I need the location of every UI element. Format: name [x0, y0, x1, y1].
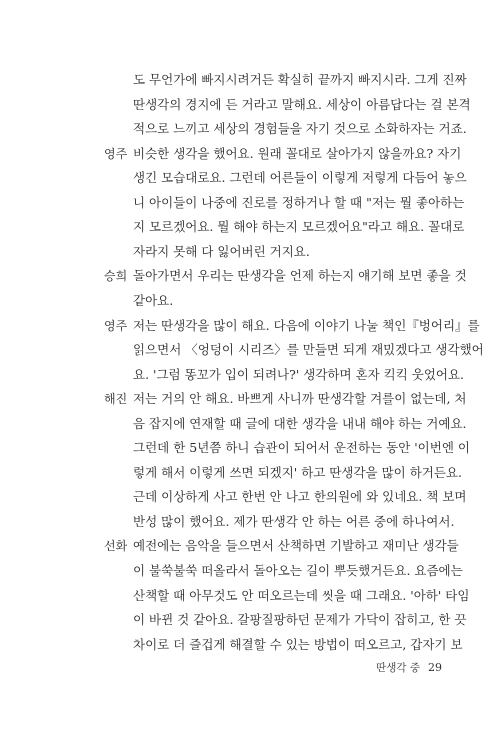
line-text: 적으로 느끼고 세상의 경험들을 자기 것으로 소화하자는 거죠.	[133, 121, 467, 137]
line-text: 저는 거의 안 해요. 바쁘게 사니까 딴생각할 겨를이 없는데, 처	[133, 391, 467, 407]
text-line	[0, 534, 500, 558]
line-text: 근데 이상하게 사고 한번 안 나고 한의원에 와 있네요. 책 보며	[133, 489, 467, 505]
text-line	[0, 93, 500, 117]
speaker-name: 해진	[104, 392, 128, 407]
line-text: 반성 많이 했어요. 제가 딴생각 안 하는 어른 중에 하나여서.	[133, 513, 455, 529]
line-text: 비슷한 생각을 했어요. 원래 꼴대로 살아가지 않을까요? 자기	[133, 145, 462, 161]
line-text: 니 아이들이 나중에 진로를 정하거나 할 때 "저는 뭘 좋아하는	[133, 194, 465, 210]
text-line	[0, 461, 500, 485]
text-line	[0, 608, 500, 632]
line-text: 요. '그럼 똥꼬가 입이 되려나?' 생각하며 혼자 킥킥 웃었어요.	[133, 366, 465, 382]
text-line	[0, 559, 500, 583]
line-text: 이 바뀐 것 같아요. 갈팡질팡하던 문제가 가닥이 잡히고, 한 끗	[133, 612, 467, 628]
page-number: 29	[428, 661, 442, 674]
line-text: 이 불쑥불쑥 떠올라서 돌아오는 길이 뿌듯했거든요. 요즘에는	[133, 563, 463, 578]
speaker-name: 승희	[104, 269, 128, 284]
line-text: 음 잡지에 연재할 때 글에 대한 생각을 내내 해야 하는 거예요.	[133, 415, 467, 431]
text-line	[0, 166, 500, 190]
line-text: 산책할 때 아무것도 안 떠오르는데 씻을 때 그래요. '아하' 타임	[133, 587, 470, 603]
line-text: 돌아가면서 우리는 딴생각을 언제 하는지 얘기해 보면 좋을 것	[133, 268, 467, 284]
text-line	[0, 633, 500, 657]
text-line	[0, 412, 500, 436]
text-line	[0, 215, 500, 239]
text-line	[0, 338, 500, 362]
line-text: 그런데 한 5년쯤 하니 습관이 되어서 운전하는 동안 '이번엔 이	[133, 440, 470, 456]
running-title: 딴생각 중	[376, 662, 420, 674]
line-text: 같아요.	[133, 292, 174, 308]
line-text: 렇게 해서 이렇게 쓰면 되겠지' 하고 딴생각을 많이 하거든요.	[133, 464, 462, 480]
text-line	[0, 363, 500, 387]
line-text: 도 무언가에 빠지시려거든 확실히 끝까지 빠지시라. 그게 진짜	[133, 72, 467, 87]
line-text: 저는 딴생각을 많이 해요. 다음에 이야기 나눌 책인『벙어리』를	[133, 317, 480, 333]
text-line	[0, 314, 500, 338]
text-line	[0, 68, 500, 92]
line-text: 읽으면서 〈엉덩이 시리즈〉를 만들면 되게 재밌겠다고 생각했어	[133, 342, 484, 358]
page-footer	[0, 658, 500, 678]
text-line	[0, 240, 500, 264]
speaker-name: 영주	[104, 318, 128, 333]
line-text: 예전에는 음악을 들으면서 산책하면 기발하고 재미난 생각들	[133, 538, 459, 554]
text-line	[0, 289, 500, 313]
line-text: 차이로 더 즐겁게 해결할 수 있는 방법이 떠오르고, 갑자기 보	[133, 636, 463, 652]
text-line	[0, 584, 500, 608]
speaker-name: 선화	[104, 539, 128, 554]
text-line	[0, 387, 500, 411]
text-line	[0, 436, 500, 460]
line-text: 자라지 못해 다 잃어버린 거지요.	[133, 243, 310, 259]
text-line	[0, 485, 500, 509]
line-text: 딴생각의 경지에 든 거라고 말해요. 세상이 아름답다는 걸 본격	[133, 96, 471, 112]
text-line	[0, 191, 500, 215]
line-text: 지 모르겠어요. 뭘 해야 하는지 모르겠어요"라고 해요. 꼴대로	[133, 219, 465, 235]
speaker-name: 영주	[104, 146, 128, 161]
text-line	[0, 117, 500, 141]
text-line	[0, 510, 500, 534]
text-line	[0, 264, 500, 288]
line-text: 생긴 모습대로요. 그런데 어른들이 이렇게 저렇게 다듬어 놓으	[133, 170, 467, 186]
text-line	[0, 142, 500, 166]
